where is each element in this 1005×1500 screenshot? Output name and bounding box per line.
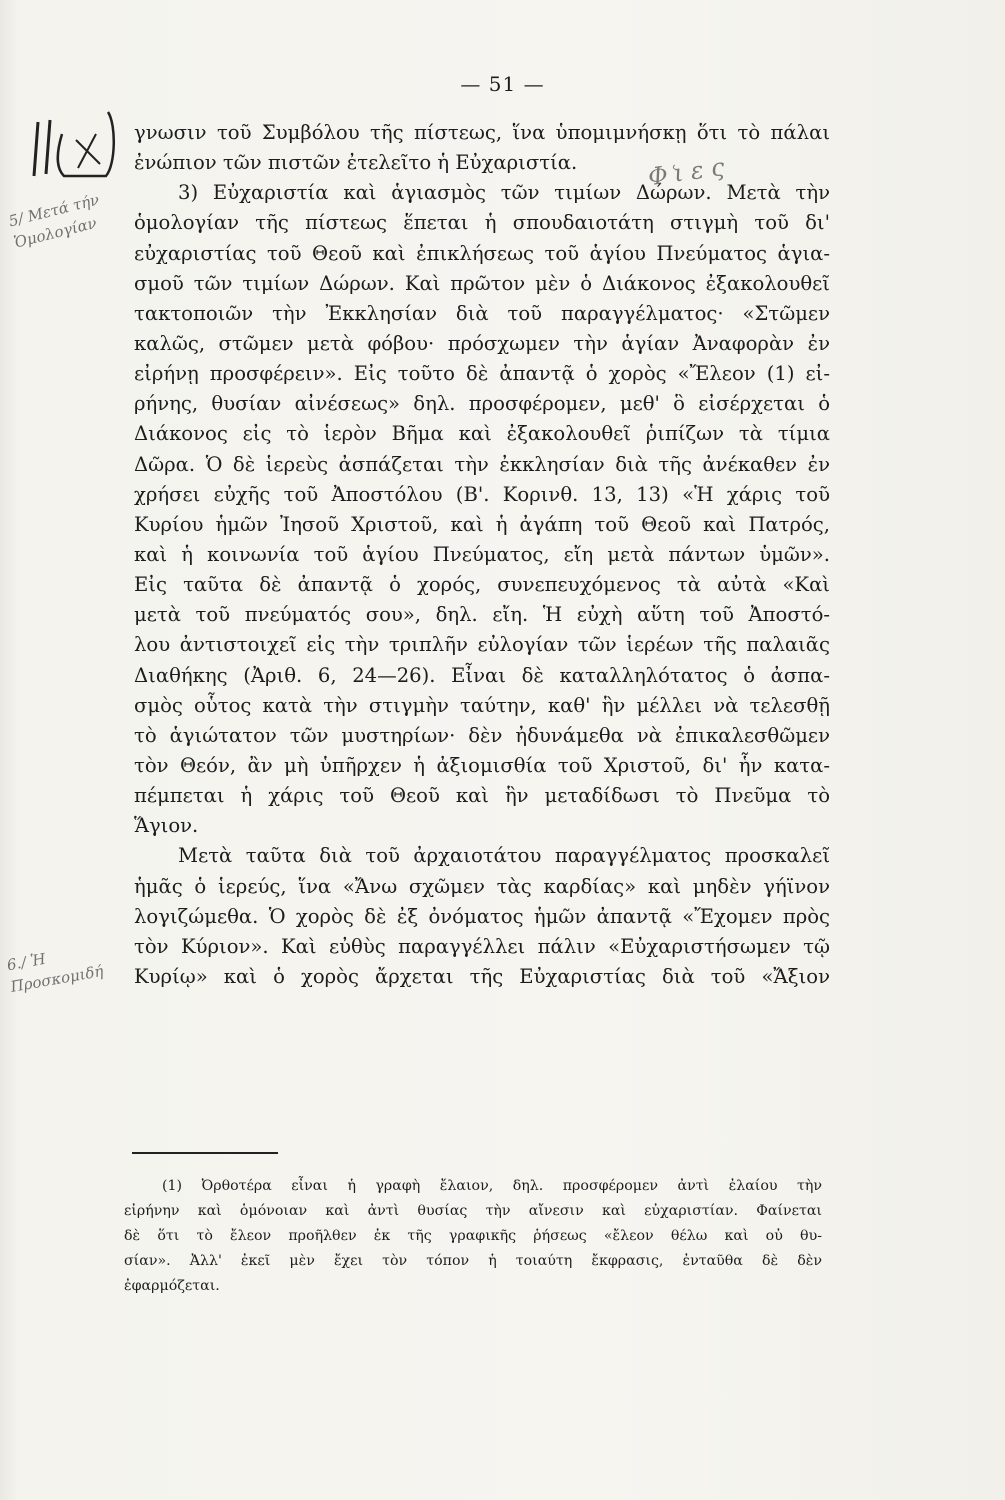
margin-note-6: 6./ Ἡ Προσκομιδή [5,949,105,996]
footnote-line: εἰρήνην καὶ ὁμόνοιαν καὶ ἀντὶ θυσίας τὴν αἴνεσιν καὶ εὐχαριστίαν. Φαίνεται [124,1203,822,1219]
margin-bracket-mark [16,104,126,184]
text-line: Εἰς ταῦτα δὲ ἀπαντᾷ ὁ χορός, συνεπευχόμενος τὰ αὐτὰ «Καὶ [134,573,830,597]
text-line: Διάκονος εἰς τὸ ἱερὸν Βῆμα καὶ ἐξακολουθεῖ ῥιπίζων τὰ τίμια [134,422,830,446]
footnote-line: ἐφαρμόζεται. [124,1278,220,1294]
footnote-separator [132,1152,278,1154]
text-line: Διαθήκης (Ἀριθ. 6, 24—26). Εἶναι δὲ καταλληλότατος ὁ ἀσπα- [134,663,830,687]
text-line: τὸν Θεόν, ἂν μὴ ὑπῆρχεν ἡ ἀξιομισθία τοῦ Χριστοῦ, δι' ἧν κατα- [134,753,830,777]
footnote-line: δὲ ὅτι τὸ ἔλεον προῆλθεν ἐκ τῆς γραφικῆς ῥήσεως «ἔλεον θέλω καὶ οὐ θυ- [124,1228,822,1244]
text-line: Δῶρα. Ὁ δὲ ἱερεὺς ἀσπάζεται τὴν ἐκκλησίαν διὰ τῆς ἀνέκαθεν ἐν [134,452,830,476]
body-text [134,118,830,992]
text-line: ρήνης, θυσίαν αἰνέσεως» δηλ. προσφέρομεν, μεθ' ὃ εἰσέρχεται ὁ [134,392,830,416]
text-line: σμὸς οὗτος κατὰ τὴν στιγμὴν ταύτην, καθ' ἣν μέλλει νὰ τελεσθῇ [134,693,830,717]
footnote-line: σίαν». Ἀλλ' ἐκεῖ μὲν ἔχει τὸν τόπον ἡ τοιαύτη ἔκφρασις, ἐνταῦθα δὲ δὲν [124,1253,822,1269]
margin-note-5: 5/ Μετά τήν Ὁμολογίαν [6,190,101,252]
text-line: ὁμολογίαν τῆς πίστεως ἕπεται ἡ σπουδαιοτάτη στιγμὴ τοῦ δι' [134,211,830,235]
text-line: πέμπεται ἡ χάρις τοῦ Θεοῦ καὶ ἣν μεταδίδωσι τὸ Πνεῦμα τὸ [134,784,830,808]
text-line: Μετὰ ταῦτα διὰ τοῦ ἀρχαιοτάτου παραγγέλματος προσκαλεῖ [178,844,830,868]
section-heading-line: 3) Εὐχαριστία καὶ ἁγιασμὸς τῶν τιμίων Δώρων. Μετὰ τὴν [178,181,830,205]
text-line: καλῶς, στῶμεν μετὰ φόβου· πρόσχωμεν τὴν ἁγίαν Ἀναφορὰν ἐν [134,331,830,355]
text-line: ἡμᾶς ὁ ἱερεύς, ἵνα «Ἄνω σχῶμεν τὰς καρδίας» καὶ μηδὲν γήϊνον [134,874,830,898]
text-line: μετὰ τοῦ πνεύματός σου», δηλ. εἴη. Ἡ εὐχὴ αὕτη τοῦ Ἀποστό- [134,603,830,627]
text-line: τὸ ἁγιώτατον τῶν μυστηρίων· δὲν ἠδυνάμεθα νὰ ἐπικαλεσθῶμεν [134,723,830,747]
text-line: λου ἀντιστοιχεῖ εἰς τὴν τριπλῆν εὐλογίαν τῶν ἱερέων τῆς παλαιᾶς [134,633,830,657]
text-line: εὐχαριστίας τοῦ Θεοῦ καὶ ἐπικλήσεως τοῦ ἁγίου Πνεύματος ἁγια- [134,241,830,265]
page-number: — 51 — [460,72,545,96]
text-line: Κυρίῳ» καὶ ὁ χορὸς ἄρχεται τῆς Εὐχαριστίας διὰ τοῦ «Ἄξιον [134,964,830,988]
text-line: Ἅγιον. [134,814,199,838]
footnote-line: (1) Ὀρθοτέρα εἶναι ἡ γραφὴ ἔλαιον, δηλ. προσφέρομεν ἀντὶ ἐλαίου τὴν [162,1178,822,1194]
text-line: ἐνώπιον τῶν πιστῶν ἐτελεῖτο ἡ Εὐχαριστία. [134,151,578,175]
text-line: τακτοποιῶν τὴν Ἐκκλησίαν διὰ τοῦ παραγγέλματος· «Στῶμεν [134,301,830,325]
text-line: σμοῦ τῶν τιμίων Δώρων. Καὶ πρῶτον μὲν ὁ Διάκονος ἐξακολουθεῖ [134,271,830,295]
text-line: εἰρήνῃ προσφέρειν». Εἰς τοῦτο δὲ ἀπαντᾷ ὁ χορὸς «Ἔλεον (1) εἰ- [134,362,830,386]
text-line: γνωσιν τοῦ Συμβόλου τῆς πίστεως, ἵνα ὑπομιμνήσκῃ ὅτι τὸ πάλαι [134,121,830,144]
text-line: λογιζώμεθα. Ὁ χορὸς δὲ ἐξ ὀνόματος ἡμῶν ἀπαντᾷ «Ἔχομεν πρὸς [134,904,830,928]
text-line: τὸν Κύριον». Καὶ εὐθὺς παραγγέλλει πάλιν «Εὐχαριστήσωμεν τῷ [134,934,830,958]
text-line: Κυρίου ἡμῶν Ἰησοῦ Χριστοῦ, καὶ ἡ ἀγάπη τοῦ Θεοῦ καὶ Πατρός, [134,512,830,536]
footnotes [124,1174,822,1299]
handwritten-scribble-top: Φ ͑ι ε ς [646,152,727,192]
text-line: καὶ ἡ κοινωνία τοῦ ἁγίου Πνεύματος, εἴη μετὰ πάντων ὑμῶν». [134,542,830,566]
text-line: χρήσει εὐχῆς τοῦ Ἀποστόλου (Β'. Κορινθ. 13, 13) «Ἡ χάρις τοῦ [134,482,830,506]
